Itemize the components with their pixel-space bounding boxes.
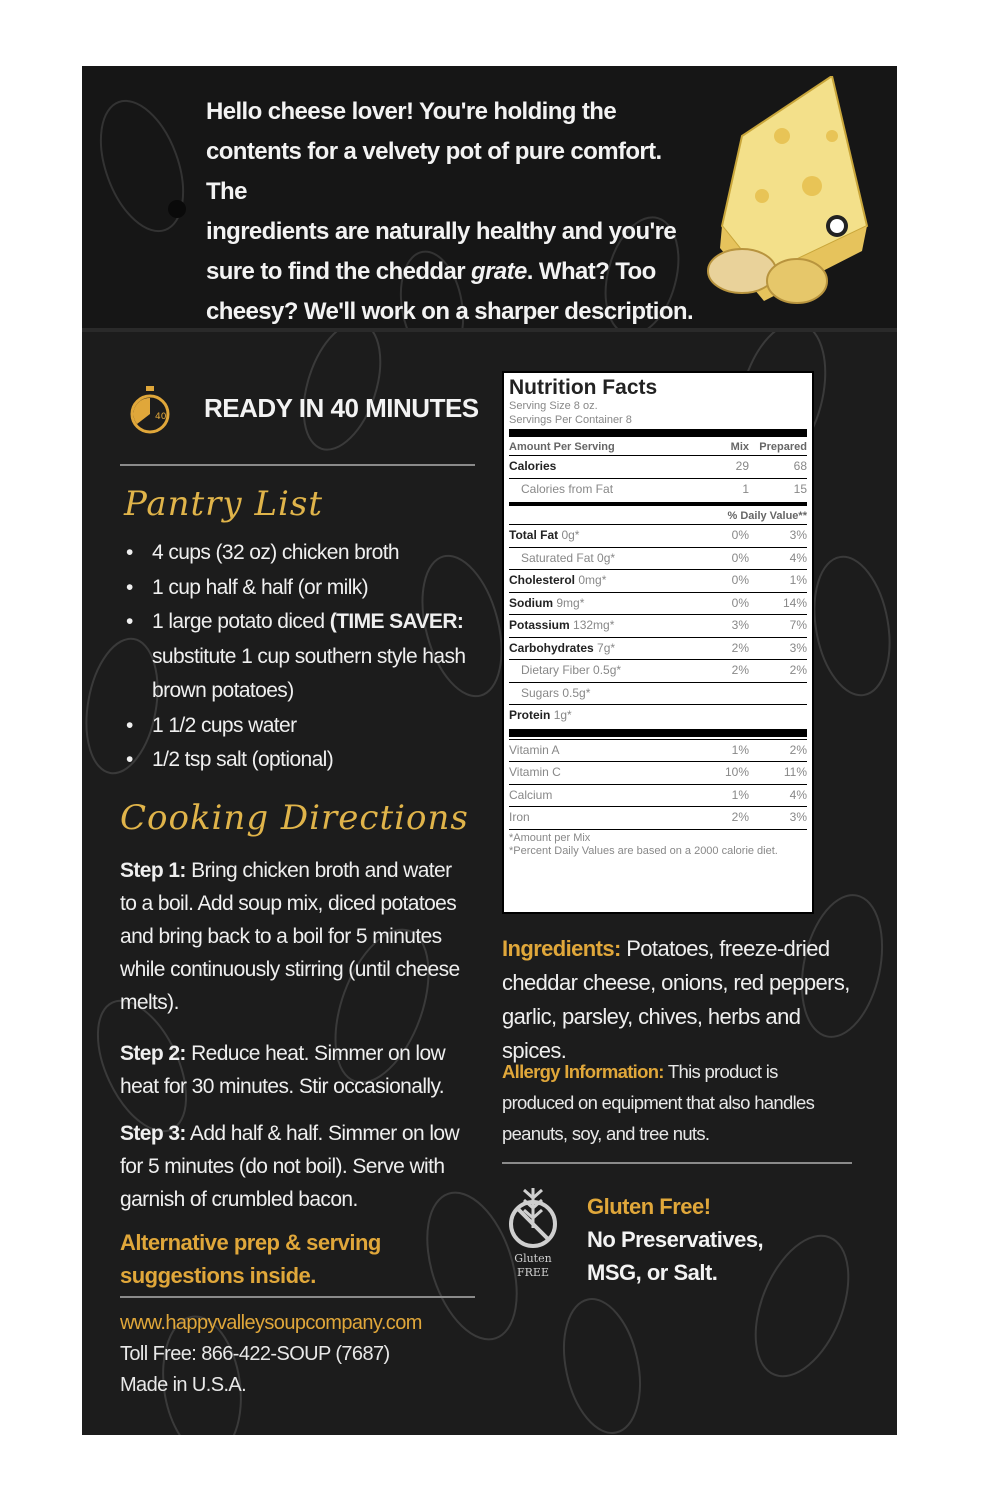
nutrition-footnote: *Amount per Mix *Percent Daily Values are based on a 2000 calorie diet. [509,829,807,858]
servings-per-container: Servings Per Container 8 [509,414,632,426]
list-item: • 1/2 tsp salt (optional) [120,743,490,778]
nutrient-rows [509,524,807,727]
nutrient-row: Sodium 9mg* 0% 14% [509,592,807,615]
intro-line: cheesy? We'll work on a sharper description. [206,298,694,325]
ingredients: Ingredients: Potatoes, freeze-dried cheddar cheese, onions, red peppers, garlic, parsley, chives, herbs and spices. [502,936,850,1063]
nutrient-row: Total Fat 0g* 0% 3% [509,524,807,547]
divider [120,464,475,466]
package-back [82,66,897,1435]
list-item: • 1 1/2 cups water [120,709,490,744]
flap-hole [168,200,186,218]
nutrient-row: Cholesterol 0mg* 0% 1% [509,569,807,592]
nutrient-row: Sugars 0.5g* [509,682,807,705]
intro-text [206,92,696,332]
contact-info [120,1308,422,1401]
directions-heading: Cooking Directions [120,798,469,838]
website-link[interactable]: www.happyvalleysoupcompany.com [120,1312,422,1334]
svg-text:Gluten: Gluten [514,1252,552,1265]
alternative-suggestions: Alternative prep & serving suggestions inside. [120,1230,381,1288]
vitamin-row: Vitamin A 1% 2% [509,739,807,762]
list-item: • 1 cup half & half (or milk) [120,571,490,606]
vitamin-row: Calcium 1% 4% [509,784,807,807]
nutrition-title: Nutrition Facts [509,376,658,399]
nutrient-row: Protein 1g* [509,704,807,727]
svg-text:FREE: FREE [517,1266,549,1279]
list-item: • 1 large potato diced (TIME SAVER: substitute 1 cup southern style hash brown potatoes) [120,605,490,709]
nutrition-bar [509,502,807,506]
nutrition-facts-panel [502,371,814,914]
calories-row: Calories 29 68 [509,455,807,478]
vitamin-rows [509,739,807,829]
divider [120,1296,475,1298]
phone-number: Toll Free: 866-422-SOUP (7687) [120,1343,390,1365]
ready-time: READY IN 40 MINUTES [204,393,479,423]
calories-fat-row: Calories from Fat 1 15 [509,478,807,501]
step-3: Step 3: Add half & half. Simmer on low for 5 minutes (do not boil). Serve with garnish of crumbled bacon. [120,1122,460,1211]
made-in: Made in U.S.A. [120,1374,247,1396]
divider [502,1162,852,1164]
nutrition-header: Amount Per Serving Mix Prepared [509,441,807,453]
vitamin-row: Iron 2% 3% [509,806,807,829]
step-1: Step 1: Bring chicken broth and water to a boil. Add soup mix, diced potatoes and bring back to a boil for 5 minutes while continuously stirring (until cheese melts). [120,859,460,1014]
cheese-potato-illustration [702,76,872,306]
gluten-free-icon [502,1184,564,1280]
nutrition-bar [509,429,807,437]
intro-line: ingredients are naturally healthy and you're [206,218,677,245]
vitamin-row: Vitamin C 10% 11% [509,761,807,784]
pantry-list [120,536,490,778]
timer-label: 40 [155,412,167,422]
list-item: • 4 cups (32 oz) chicken broth [120,536,490,571]
intro-line: Hello cheese lover! You're holding the [206,98,617,125]
pantry-heading: Pantry List [124,484,324,524]
product-claims: Gluten Free! No Preservatives, MSG, or Salt. [587,1194,764,1285]
serving-size: Serving Size 8 oz. [509,400,598,412]
daily-value-header: % Daily Value** [727,510,807,522]
intro-line: sure to find the cheddar grate. What? Too [206,258,656,285]
step-2: Step 2: Reduce heat. Simmer on low heat for 30 minutes. Stir occasionally. [120,1042,446,1098]
nutrient-row: Potassium 132mg* 3% 7% [509,614,807,637]
nutrient-row: Saturated Fat 0g* 0% 4% [509,547,807,570]
intro-line: contents for a velvety pot of pure comfort. The [206,138,662,205]
nutrient-row: Carbohydrates 7g* 2% 3% [509,637,807,660]
nutrient-row: Dietary Fiber 0.5g* 2% 2% [509,659,807,682]
nutrition-bar [509,729,807,737]
stopwatch-icon [128,386,172,434]
allergy-information: Allergy Information: This product is produced on equipment that also handles peanuts, soy, and tree nuts. [502,1061,815,1144]
